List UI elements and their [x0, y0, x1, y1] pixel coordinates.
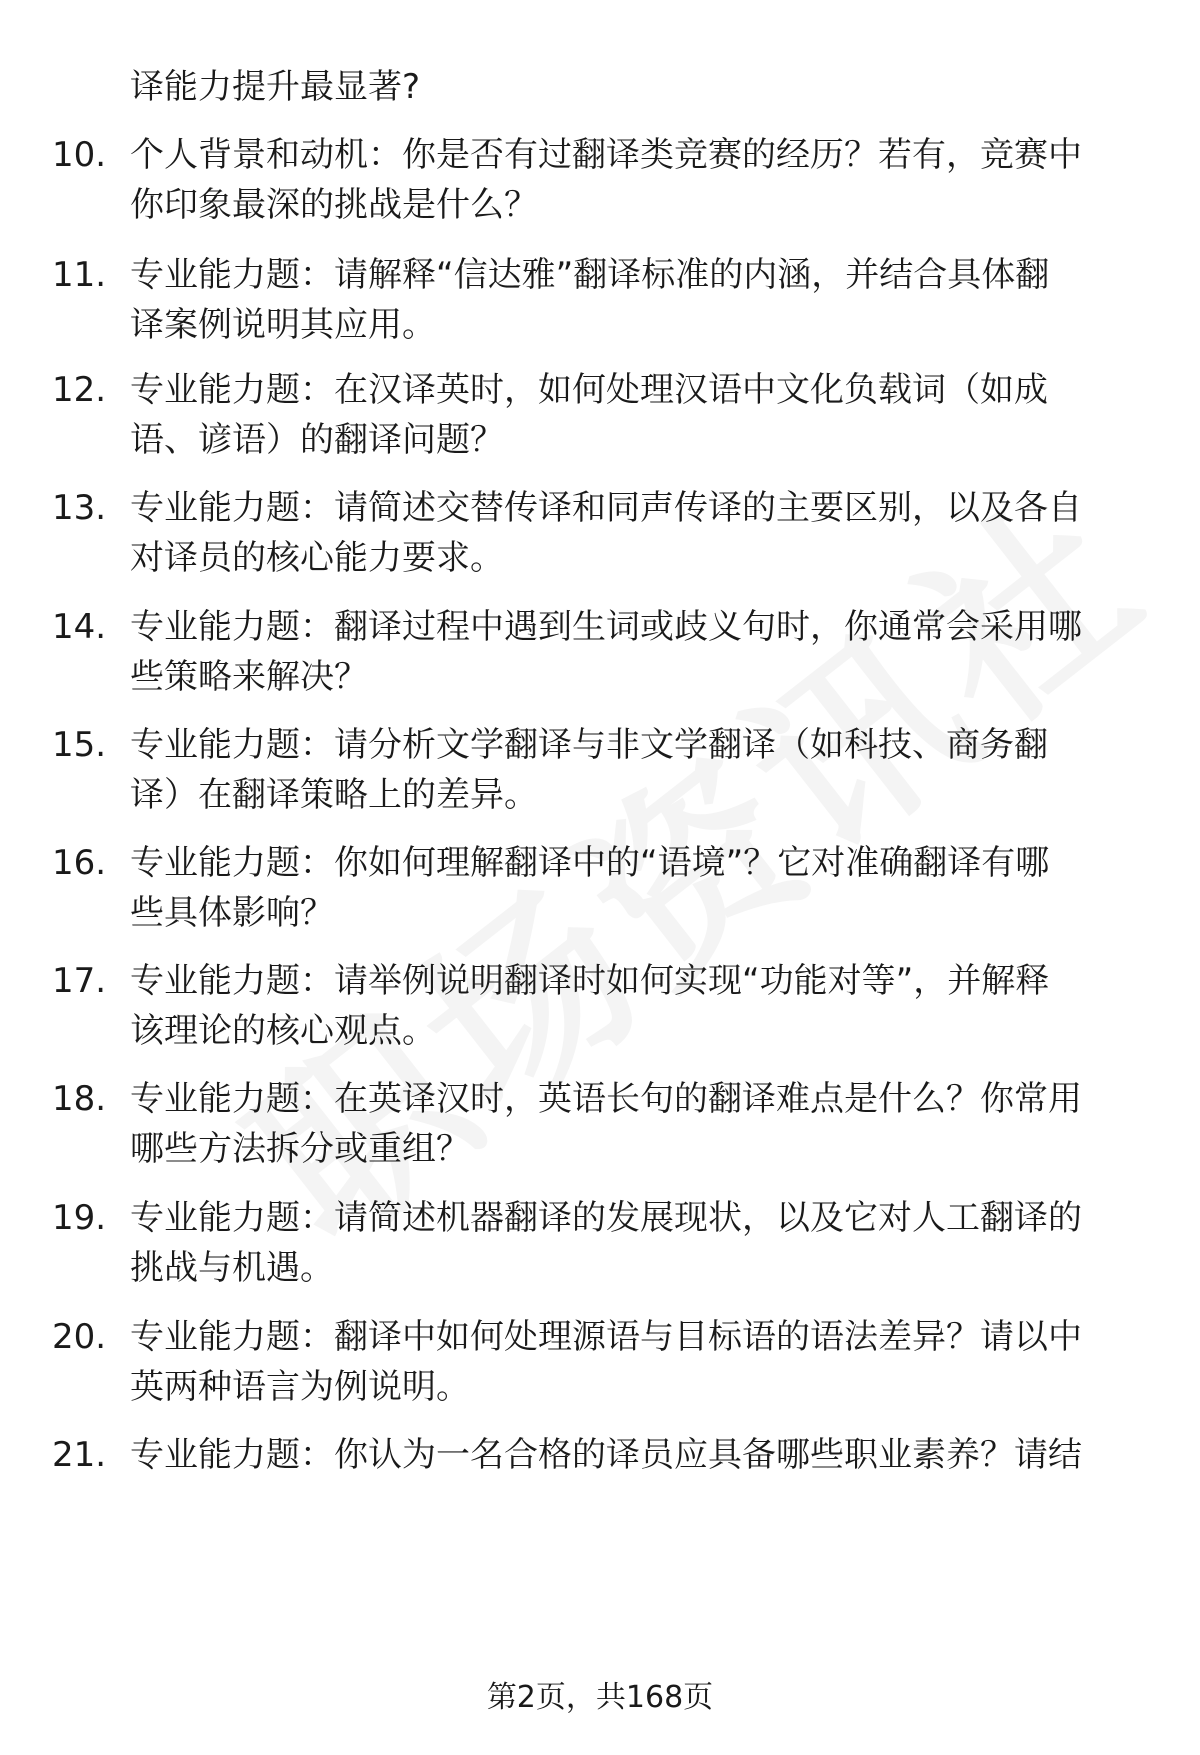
item-number: 16. [52, 843, 107, 883]
item-number: 17. [52, 961, 107, 1001]
item-text-line: 些具体影响？ [130, 893, 334, 933]
item-text-line: 挑战与机遇。 [130, 1248, 334, 1288]
list-item [0, 1074, 1200, 1184]
list-item [0, 1312, 1200, 1422]
item-number: 13. [52, 488, 107, 528]
item-number: 11. [52, 255, 107, 295]
item-number: 14. [52, 607, 107, 647]
item-number: 20. [52, 1317, 107, 1357]
item-text-line: 个人背景和动机：你是否有过翻译类竞赛的经历？若有，竞赛中 [130, 135, 1082, 175]
item-text-line: 哪些方法拆分或重组？ [130, 1129, 470, 1169]
item-text-line: 专业能力题：你如何理解翻译中的“语境”？它对准确翻译有哪 [130, 843, 1050, 883]
item-text-line: 对译员的核心能力要求。 [130, 538, 504, 578]
item-text-line: 些策略来解决？ [130, 657, 368, 697]
item-number: 10. [52, 135, 107, 175]
item-text-line: 专业能力题：翻译中如何处理源语与目标语的语法差异？请以中 [130, 1317, 1082, 1357]
list-item [0, 130, 1200, 240]
list-item [0, 720, 1200, 830]
item-number: 12. [52, 370, 107, 410]
item-number: 21. [52, 1435, 107, 1475]
item-text-line: 译）在翻译策略上的差异。 [130, 775, 538, 815]
item-text-line: 专业能力题：请分析文学翻译与非文学翻译（如科技、商务翻 [130, 725, 1048, 765]
list-item [0, 602, 1200, 712]
item-text-line: 该理论的核心观点。 [130, 1011, 436, 1051]
item-text-line: 语、谚语）的翻译问题？ [130, 420, 504, 460]
list-item [0, 250, 1200, 360]
list-item [0, 838, 1200, 948]
list-item [0, 365, 1200, 475]
continuation-text: 译能力提升最显著? [130, 67, 421, 107]
item-text-line: 你印象最深的挑战是什么？ [130, 185, 538, 225]
item-text-line: 专业能力题：你认为一名合格的译员应具备哪些职业素养？请结 [130, 1435, 1082, 1475]
item-number: 18. [52, 1079, 107, 1119]
item-number: 15. [52, 725, 107, 765]
item-text-line: 专业能力题：请简述机器翻译的发展现状，以及它对人工翻译的 [130, 1198, 1082, 1238]
item-text-line: 译案例说明其应用。 [130, 305, 436, 345]
list-item [0, 1430, 1200, 1540]
page-number-footer: 第2页，共168页 [486, 1680, 714, 1715]
list-item [0, 956, 1200, 1066]
item-number: 19. [52, 1198, 107, 1238]
item-text-line: 专业能力题：在英译汉时，英语长句的翻译难点是什么？你常用 [130, 1079, 1082, 1119]
item-text-line: 专业能力题：请举例说明翻译时如何实现“功能对等”，并解释 [130, 961, 1050, 1001]
item-text-line: 专业能力题：在汉译英时，如何处理汉语中文化负载词（如成 [130, 370, 1048, 410]
item-text-line: 专业能力题：翻译过程中遇到生词或歧义句时，你通常会采用哪 [130, 607, 1082, 647]
list-item [0, 1193, 1200, 1303]
item-text-line: 专业能力题：请解释“信达雅”翻译标准的内涵，并结合具体翻 [130, 255, 1050, 295]
item-text-line: 专业能力题：请简述交替传译和同声传译的主要区别，以及各自 [130, 488, 1082, 528]
item-text-line: 英两种语言为例说明。 [130, 1367, 470, 1407]
list-item [0, 483, 1200, 593]
